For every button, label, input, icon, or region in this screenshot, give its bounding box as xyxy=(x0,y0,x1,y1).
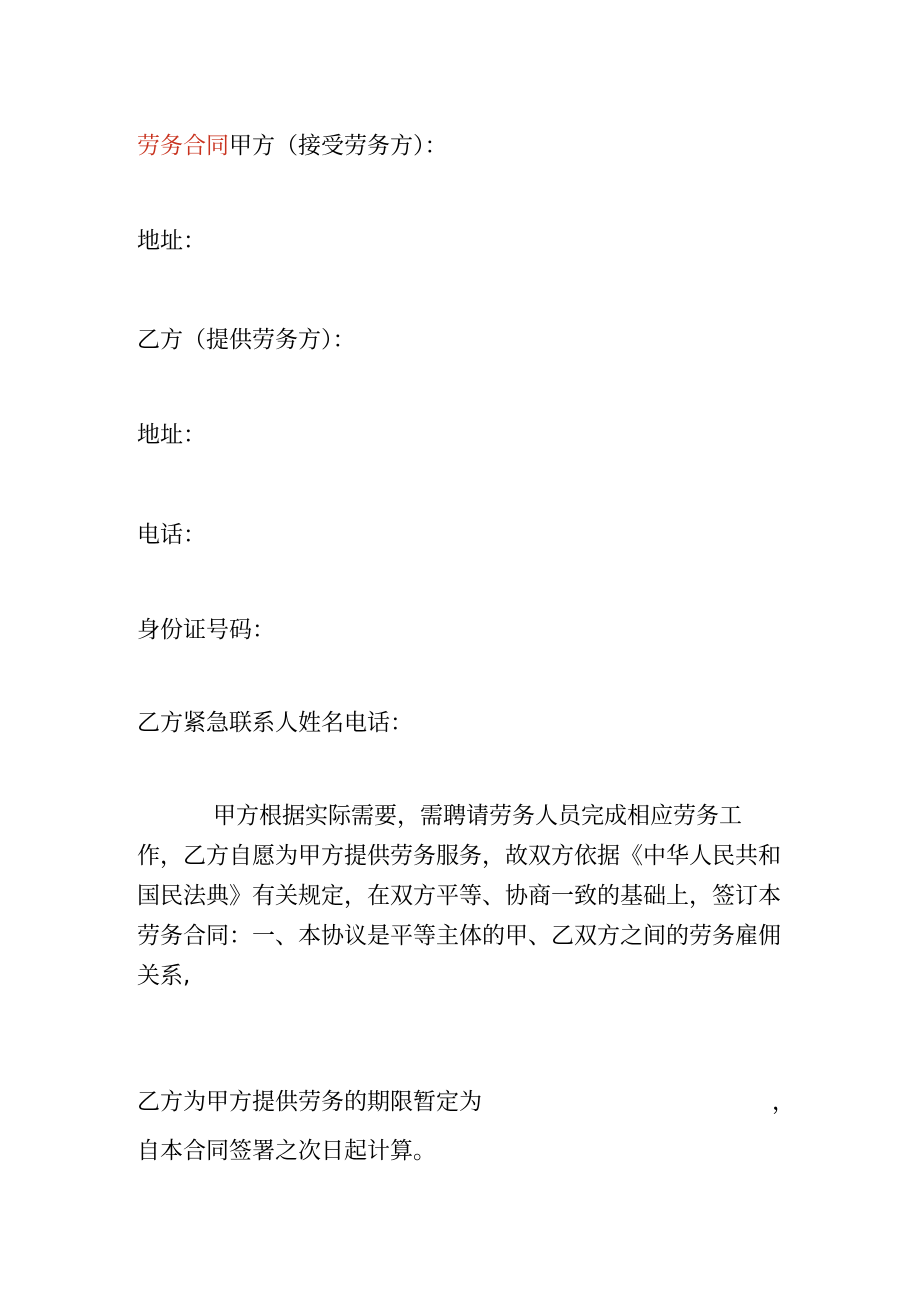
paragraph-line: 甲方根据实际需要，需聘请劳务人员完成相应劳务工 xyxy=(213,803,742,829)
term-comma: ， xyxy=(772,1089,795,1115)
emergency-contact-label: 乙方紧急联系人姓名电话： xyxy=(137,710,413,736)
paragraph-line: 国民法典》有关规定，在双方平等、协商一致的基础上，签订本 xyxy=(137,883,781,909)
paragraph-line: 劳务合同：一、本协议是平等主体的甲、乙双方之间的劳务雇佣 xyxy=(137,923,781,949)
term-line: 乙方为甲方提供劳务的期限暂定为 xyxy=(137,1089,482,1115)
paragraph-line: 关系, xyxy=(137,963,191,989)
phone-label: 电话： xyxy=(137,522,206,548)
intro-paragraph xyxy=(137,796,787,996)
party-a-label: 甲方（接受劳务方）： xyxy=(229,133,448,159)
address-a-label: 地址： xyxy=(137,228,206,254)
document-title: 劳务合同 xyxy=(137,133,229,159)
address-b-label: 地址： xyxy=(137,422,206,448)
term-start-line: 自本合同签署之次日起计算。 xyxy=(137,1138,436,1164)
header-line xyxy=(137,131,448,161)
id-number-label: 身份证号码： xyxy=(137,617,275,643)
paragraph-line: 作，乙方自愿为甲方提供劳务服务，故双方依据《中华人民共和 xyxy=(137,843,781,869)
party-b-label: 乙方（提供劳务方）： xyxy=(137,327,356,353)
